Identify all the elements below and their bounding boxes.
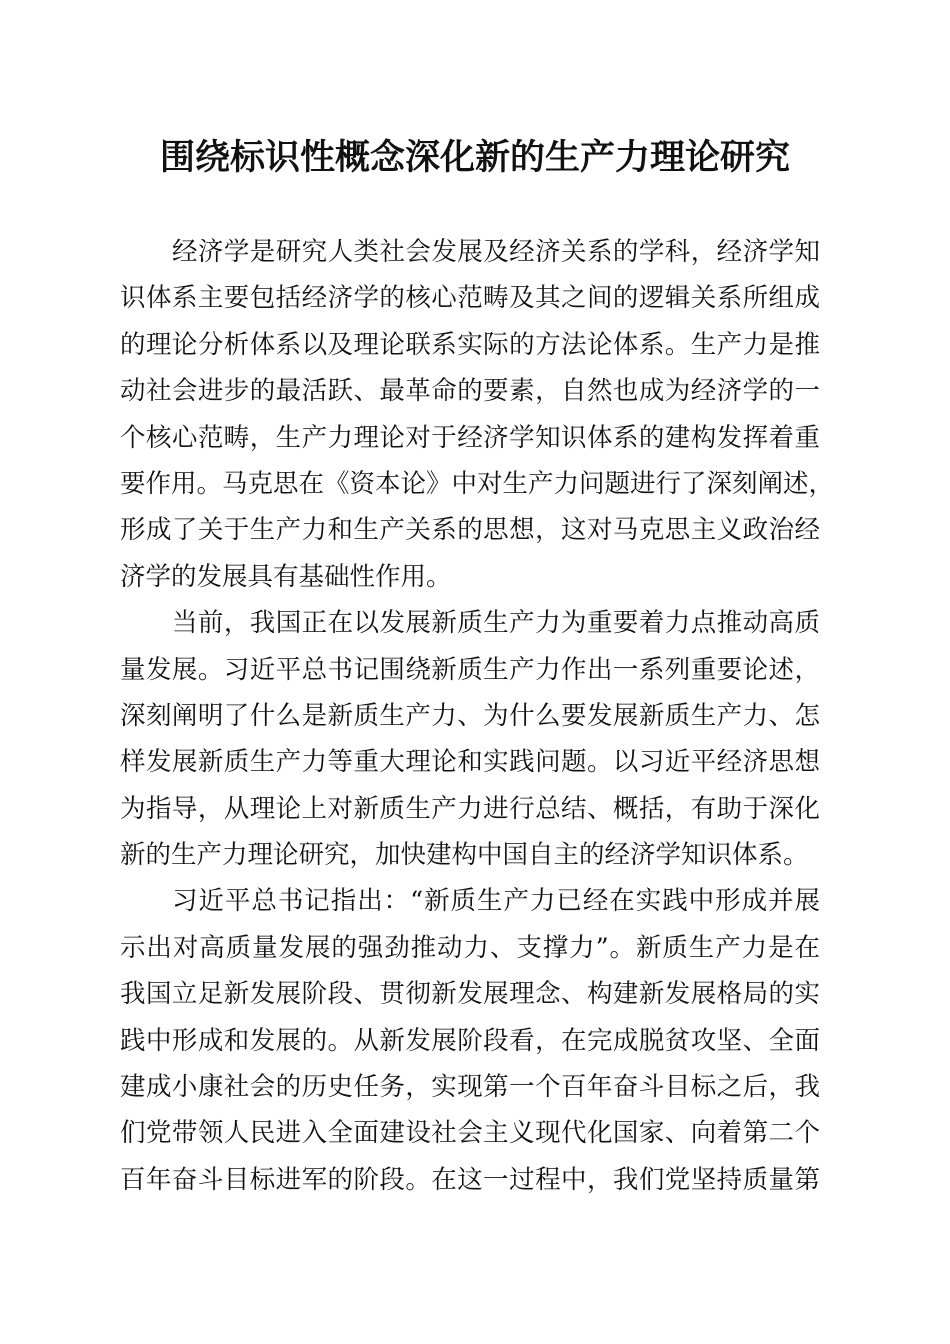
- text-line: 建成小康社会的历史任务，实现第一个百年奋斗目标之后，我: [120, 1072, 820, 1103]
- text-line: 们党带领人民进入全面建设社会主义现代化国家、向着第二个: [120, 1118, 820, 1149]
- text-line: 深刻阐明了什么是新质生产力、为什么要发展新质生产力、怎: [120, 700, 820, 731]
- text-line: 样发展新质生产力等重大理论和实践问题。以习近平经济思想: [120, 747, 820, 778]
- text-line: 要作用。马克思在《资本论》中对生产力问题进行了深刻阐述，: [120, 468, 835, 499]
- document-body: [120, 229, 835, 1203]
- text-line: 为指导，从理论上对新质生产力进行总结、概括，有助于深化: [120, 793, 820, 824]
- text-line: 当前，我国正在以发展新质生产力为重要着力点推动高质: [172, 608, 820, 639]
- document-title: 围绕标识性概念深化新的生产力理论研究: [159, 137, 790, 178]
- text-line: 个核心范畴，生产力理论对于经济学知识体系的建构发挥着重: [120, 422, 820, 453]
- text-line: 习近平总书记指出：“新质生产力已经在实践中形成并展: [172, 886, 820, 917]
- text-line: 识体系主要包括经济学的核心范畴及其之间的逻辑关系所组成: [120, 283, 820, 314]
- text-line: 经济学是研究人类社会发展及经济关系的学科，经济学知: [172, 237, 820, 267]
- text-line: 我国立足新发展阶段、贯彻新发展理念、构建新发展格局的实: [120, 979, 820, 1010]
- text-line: 践中形成和发展的。从新发展阶段看，在完成脱贫攻坚、全面: [120, 1025, 820, 1056]
- text-line: 新的生产力理论研究，加快建构中国自主的经济学知识体系。: [120, 840, 809, 871]
- text-line: 示出对高质量发展的强劲推动力、支撑力”。新质生产力是在: [120, 932, 820, 963]
- text-line: 量发展。习近平总书记围绕新质生产力作出一系列重要论述，: [120, 654, 820, 685]
- text-line: 济学的发展具有基础性作用。: [120, 561, 452, 592]
- text-line: 动社会进步的最活跃、最革命的要素，自然也成为经济学的一: [120, 376, 820, 407]
- text-line: 的理论分析体系以及理论联系实际的方法论体系。生产力是推: [120, 329, 820, 360]
- text-line: 形成了关于生产力和生产关系的思想，这对马克思主义政治经: [120, 515, 820, 546]
- text-line: 百年奋斗目标进军的阶段。在这一过程中，我们党坚持质量第: [120, 1164, 820, 1195]
